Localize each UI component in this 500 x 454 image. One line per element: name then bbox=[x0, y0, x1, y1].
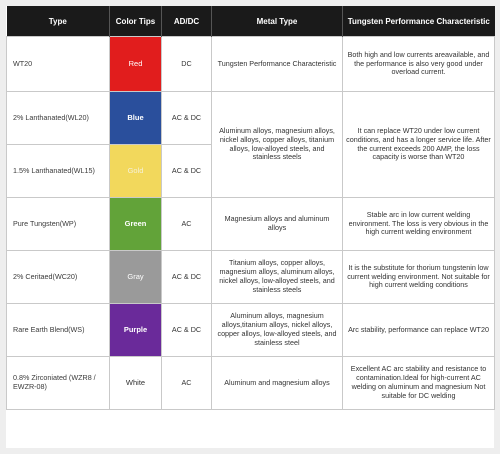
header-type: Type bbox=[7, 6, 110, 37]
type-cell: 2% Lanthanated(WL20) bbox=[7, 92, 110, 145]
header-ad-dc: AD/DC bbox=[162, 6, 212, 37]
table-row bbox=[7, 37, 495, 92]
header-metal-type: Metal Type bbox=[212, 6, 343, 37]
performance-cell: Arc stability, performance can replace WT20 bbox=[343, 304, 495, 357]
performance-cell: Stable arc in low current welding environment. The loss is very obvious in the high current welding environment bbox=[343, 198, 495, 251]
color-tip-cell bbox=[110, 37, 162, 92]
type-cell: 2% Ceritaed(WC20) bbox=[7, 251, 110, 304]
table-row bbox=[7, 198, 495, 251]
color-tip-swatch: Red bbox=[110, 37, 161, 91]
performance-cell: Both high and low currents areavailable, and the performance is also very good under overload current. bbox=[343, 37, 495, 92]
metal-type-cell: Magnesium alloys and aluminum alloys bbox=[212, 198, 343, 251]
current-cell: AC bbox=[162, 357, 212, 410]
color-tip-cell bbox=[110, 145, 162, 198]
current-cell: DC bbox=[162, 37, 212, 92]
color-tip-cell bbox=[110, 198, 162, 251]
header-performance: Tungsten Performance Characteristic bbox=[343, 6, 495, 37]
color-tip-cell bbox=[110, 92, 162, 145]
header-row bbox=[7, 6, 495, 37]
performance-cell: It is the substitute for thorium tungstenin low current welding environment. Not suitable for high current welding conditions bbox=[343, 251, 495, 304]
color-tip-cell bbox=[110, 304, 162, 357]
current-cell: AC & DC bbox=[162, 304, 212, 357]
metal-type-cell: Titanium alloys, copper alloys, magnesium alloys, aluminum alloys, nickel alloys, low-alloyed steels, and stainless steels bbox=[212, 251, 343, 304]
metal-type-cell: Aluminum and magnesium alloys bbox=[212, 357, 343, 410]
metal-type-cell: Aluminum alloys, magnesium alloys,titanium alloys, nickel alloys, copper alloys, low-alloyed steels, and stainless steel bbox=[212, 304, 343, 357]
header-color-tips: Color Tips bbox=[110, 6, 162, 37]
current-cell: AC & DC bbox=[162, 92, 212, 145]
current-cell: AC bbox=[162, 198, 212, 251]
table-row bbox=[7, 357, 495, 410]
color-tip-swatch: Purple bbox=[110, 304, 161, 356]
performance-cell: Excellent AC arc stability and resistance to contamination.Ideal for high-current AC welding on aluminum and magnesium Not suitable for DC welding bbox=[343, 357, 495, 410]
color-tip-cell bbox=[110, 251, 162, 304]
table-row bbox=[7, 251, 495, 304]
performance-cell: It can replace WT20 under low current conditions, and has a longer service life. After the current exceeds 200 AMP, the loss capacity is worse than WT20 bbox=[343, 92, 495, 198]
color-tip-swatch: Gray bbox=[110, 251, 161, 303]
current-cell: AC & DC bbox=[162, 145, 212, 198]
type-cell: WT20 bbox=[7, 37, 110, 92]
type-cell: Rare Earth Blend(WS) bbox=[7, 304, 110, 357]
type-cell: 1.5% Lanthanated(WL15) bbox=[7, 145, 110, 198]
type-cell: Pure Tungsten(WP) bbox=[7, 198, 110, 251]
type-cell: 0.8% Zirconiated (WZR8 / EWZR-08) bbox=[7, 357, 110, 410]
color-tip-cell bbox=[110, 357, 162, 410]
current-cell: AC & DC bbox=[162, 251, 212, 304]
metal-type-cell: Aluminum alloys, magnesium alloys, nickel alloys, copper alloys, titanium alloys, low-alloyed steels, and stainless steels bbox=[212, 92, 343, 198]
metal-type-cell: Tungsten Performance Characteristic bbox=[212, 37, 343, 92]
tungsten-table bbox=[6, 6, 495, 410]
color-tip-swatch: Green bbox=[110, 198, 161, 250]
color-tip-swatch: Gold bbox=[110, 145, 161, 197]
tungsten-comparison-sheet bbox=[6, 6, 494, 448]
color-tip-swatch: Blue bbox=[110, 92, 161, 144]
table-row bbox=[7, 92, 495, 145]
table-row bbox=[7, 304, 495, 357]
color-tip-swatch: White bbox=[110, 357, 161, 409]
